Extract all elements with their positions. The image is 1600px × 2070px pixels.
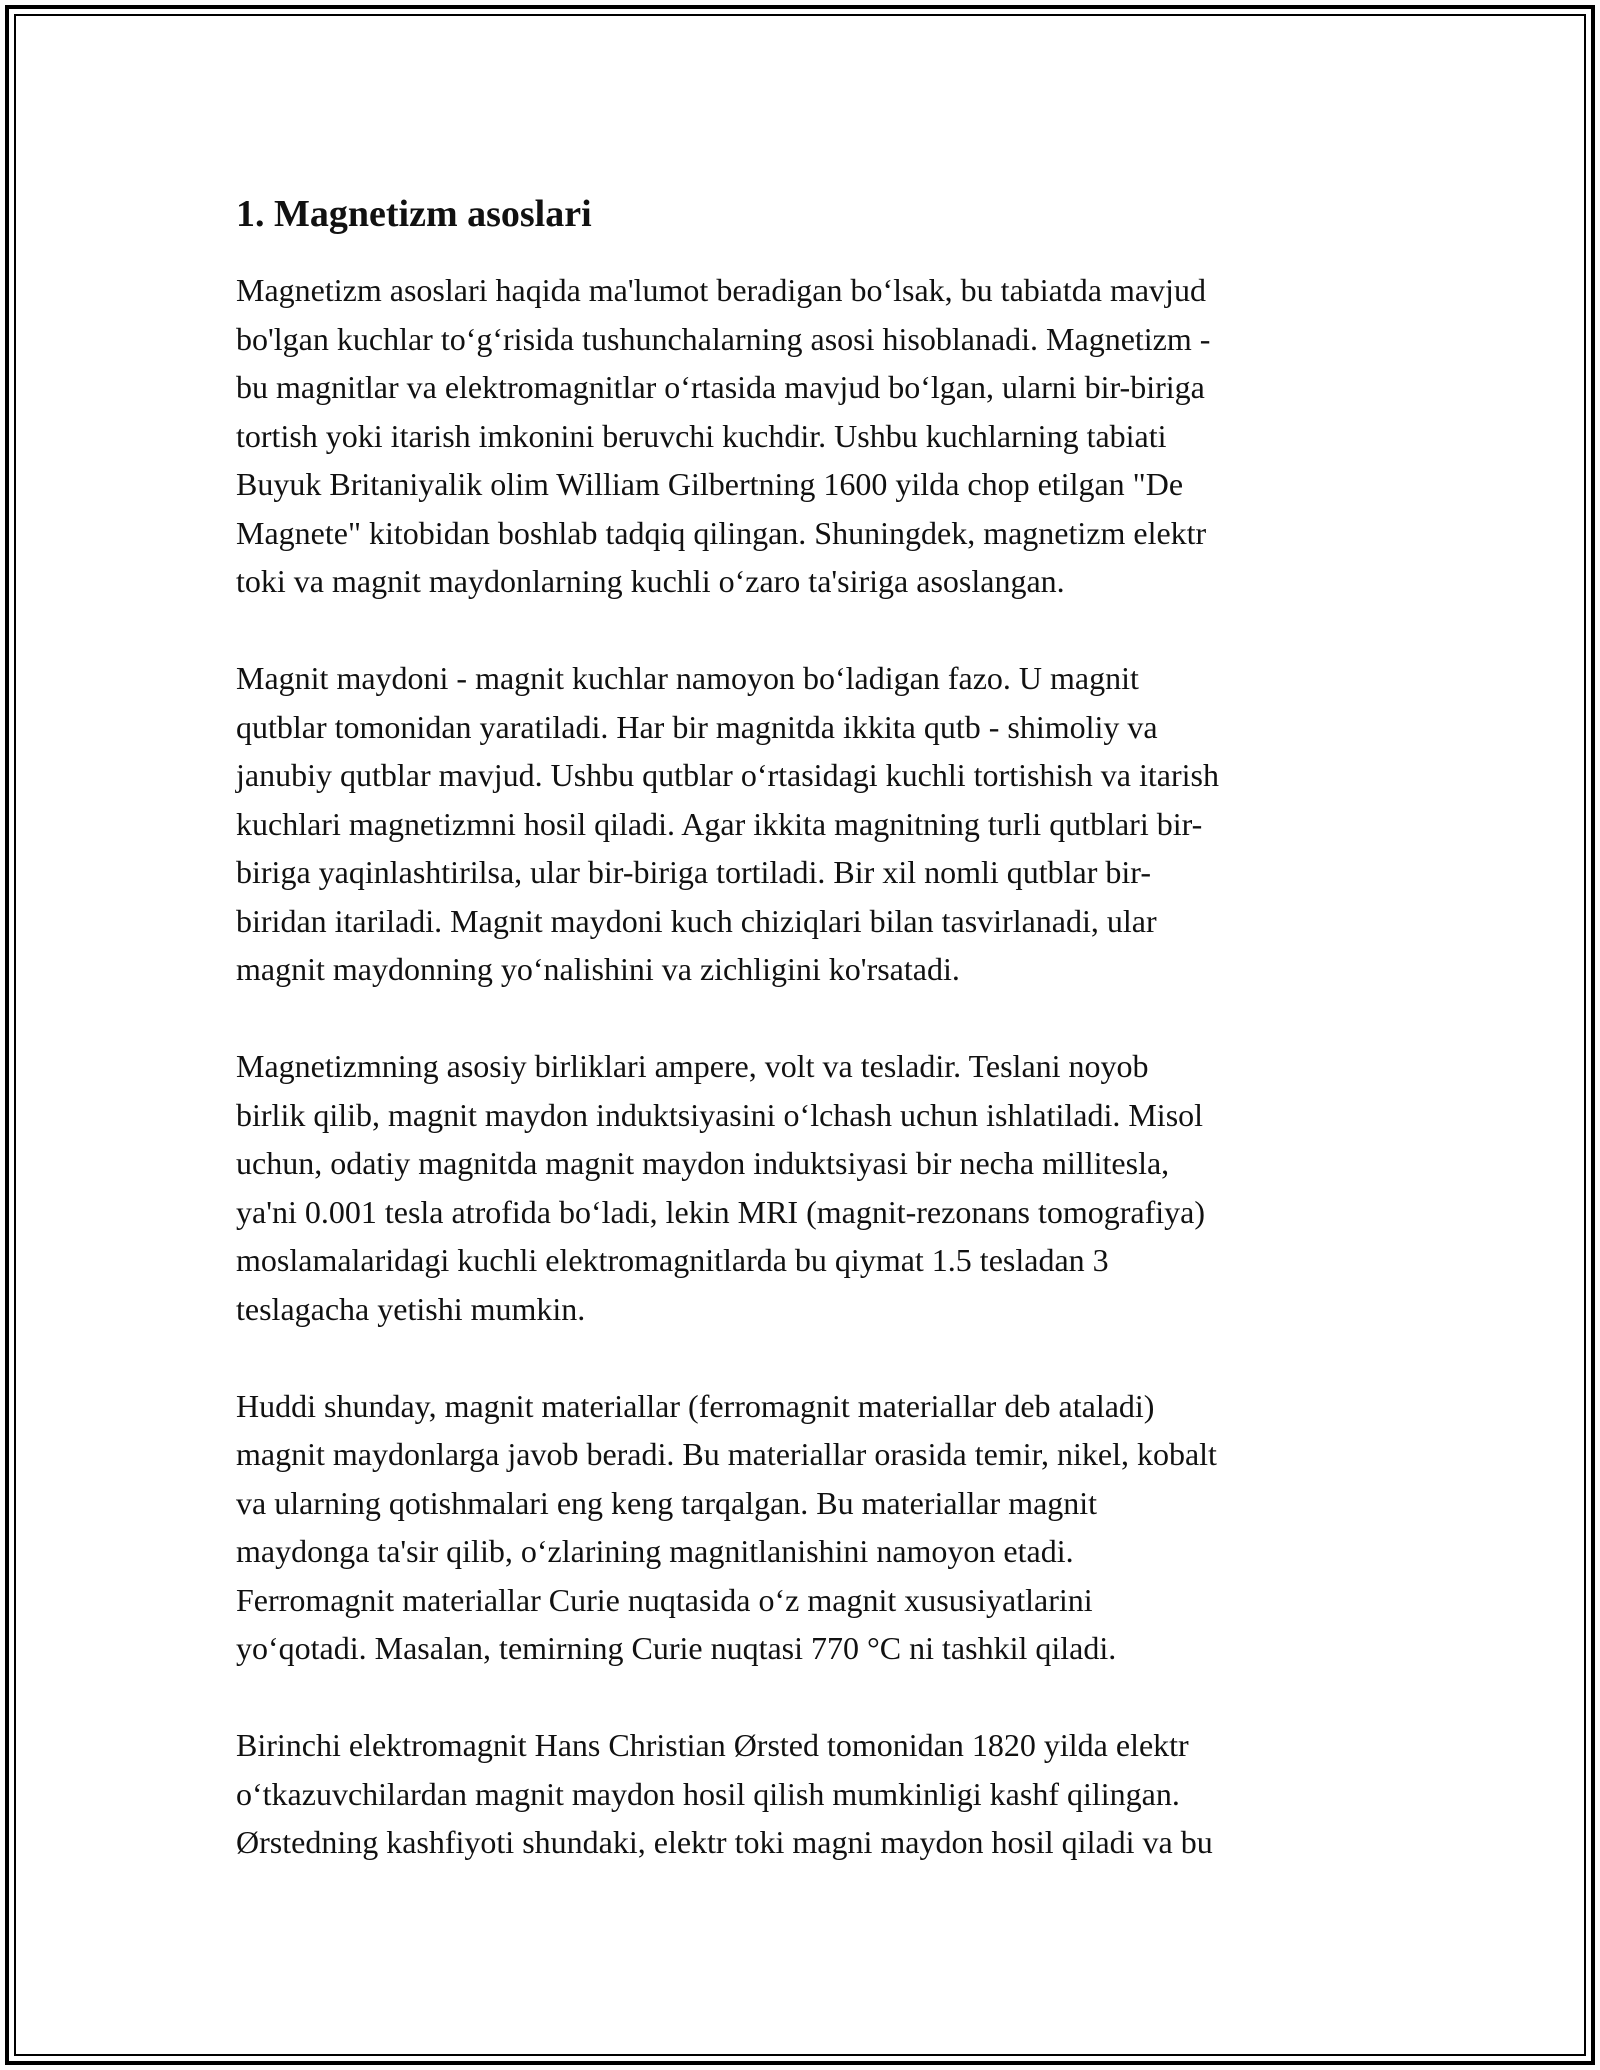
text-line: va ularning qotishmalari eng keng tarqalgan. Bu materiallar magnit	[236, 1484, 1098, 1521]
text-line: kuchlari magnetizmni hosil qiladi. Agar ikkita magnitning turli qutblari bir-	[236, 805, 1203, 842]
text-line: janubiy qutblar mavjud. Ushbu qutblar o‘rtasidagi kuchli tortishish va itarish	[236, 757, 1219, 793]
text-line: birlik qilib, magnit maydon induktsiyasini o‘lchash uchun ishlatiladi. Misol	[236, 1096, 1204, 1133]
text-line: tortish yoki itarish imkonini beruvchi kuchdir. Ushbu kuchlarning tabiati	[236, 417, 1167, 454]
section-heading: 1. Magnetizm asoslari	[236, 193, 592, 235]
text-line: Ferromagnit materiallar Curie nuqtasida o‘z magnit xususiyatlarini	[236, 1581, 1093, 1618]
paragraph-3	[236, 1042, 1366, 1333]
text-line: o‘tkazuvchilardan magnit maydon hosil qilish mumkinligi kashf qilingan.	[236, 1775, 1180, 1812]
text-line: magnit maydonning yo‘nalishini va zichligini ko'rsatadi.	[236, 951, 960, 987]
text-line: bo'lgan kuchlar to‘g‘risida tushunchalarning asosi hisoblanadi. Magnetizm -	[236, 320, 1211, 357]
text-line: maydonga ta'sir qilib, o‘zlarining magnitlanishini namoyon etadi.	[236, 1533, 1074, 1569]
text-line: Magnete" kitobidan boshlab tadqiq qilingan. Shuningdek, magnetizm elektr	[236, 514, 1207, 551]
paragraph-4	[236, 1382, 1366, 1673]
text-line: Magnetizm asoslari haqida ma'lumot beradigan bo‘lsak, bu tabiatda mavjud	[236, 272, 1206, 308]
text-line: Ørstedning kashfiyoti shundaki, elektr toki magni maydon hosil qiladi va bu	[236, 1824, 1213, 1860]
text-line: biridan itariladi. Magnit maydoni kuch chiziqlari bilan tasvirlanadi, ular	[236, 902, 1157, 939]
paragraph-1	[236, 266, 1366, 606]
text-line: Buyuk Britaniyalik olim William Gilbertning 1600 yilda chop etilgan "De	[236, 466, 1184, 502]
document-body	[236, 188, 1366, 1915]
paragraph-5	[236, 1721, 1366, 1867]
text-line: moslamalaridagi kuchli elektromagnitlarda bu qiymat 1.5 tesladan 3	[236, 1242, 1109, 1278]
text-line: teslagacha yetishi mumkin.	[236, 1290, 586, 1327]
text-line: Magnetizmning asosiy birliklari ampere, volt va tesladir. Teslani noyob	[236, 1048, 1149, 1084]
text-line: bu magnitlar va elektromagnitlar o‘rtasida mavjud bo‘lgan, ularni bir-biriga	[236, 369, 1205, 405]
paragraph-2	[236, 654, 1366, 994]
text-line: ya'ni 0.001 tesla atrofida bo‘ladi, lekin MRI (magnit-rezonans tomografiya)	[236, 1193, 1206, 1230]
text-line: uchun, odatiy magnitda magnit maydon induktsiyasi bir necha millitesla,	[236, 1145, 1170, 1181]
text-line: toki va magnit maydonlarning kuchli o‘zaro ta'siriga asoslangan.	[236, 563, 1065, 599]
text-line: yo‘qotadi. Masalan, temirning Curie nuqtasi 770 °C ni tashkil qiladi.	[236, 1630, 1117, 1666]
text-line: qutblar tomonidan yaratiladi. Har bir magnitda ikkita qutb - shimoliy va	[236, 708, 1158, 745]
text-line: Huddi shunday, magnit materiallar (ferromagnit materiallar deb ataladi)	[236, 1387, 1155, 1424]
text-line: Magnit maydoni - magnit kuchlar namoyon bo‘ladigan fazo. U magnit	[236, 660, 1139, 696]
text-line: biriga yaqinlashtirilsa, ular bir-biriga tortiladi. Bir xil nomli qutblar bir-	[236, 854, 1151, 890]
text-line: Birinchi elektromagnit Hans Christian Ørsted tomonidan 1820 yilda elektr	[236, 1727, 1189, 1763]
text-line: magnit maydonlarga javob beradi. Bu materiallar orasida temir, nikel, kobalt	[236, 1436, 1217, 1472]
